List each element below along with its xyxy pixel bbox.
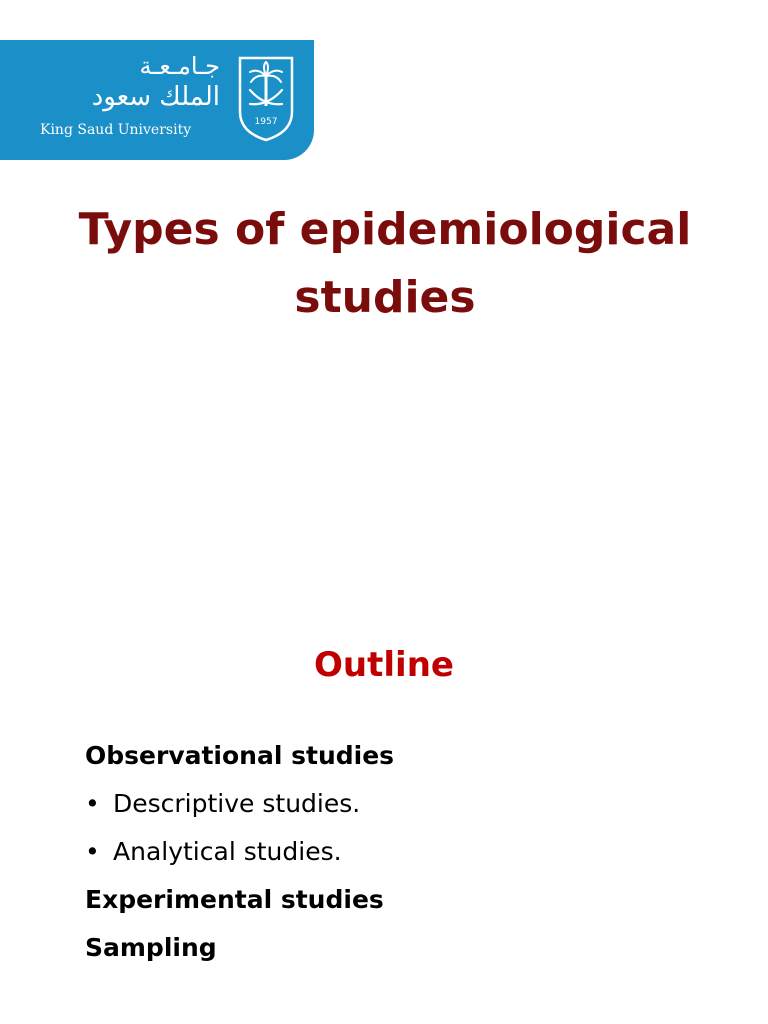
outline-item-experimental-studies <box>85 876 725 924</box>
emblem-year-text: 1957 <box>254 117 278 127</box>
palm-swords-emblem-icon <box>236 54 296 142</box>
outline-item-observational-studies <box>85 732 725 780</box>
outline-item-text: Experimental studies <box>85 885 384 914</box>
bullet-dot-icon: • <box>85 837 100 866</box>
logo-arabic-university-word: جـامـعـة <box>139 52 220 80</box>
slide-title: Types of epidemiological studies <box>78 204 692 323</box>
bullet-dot-icon: • <box>85 789 100 818</box>
outline-heading: Outline <box>314 645 454 685</box>
logo-arabic-king-saud: الملك سعود <box>91 82 220 112</box>
outline-item-sampling <box>85 924 725 972</box>
outline-item-descriptive-studies <box>85 780 725 828</box>
outline-list <box>85 732 725 972</box>
logo-english-name: King Saud University <box>40 122 192 138</box>
outline-item-text: Observational studies <box>85 741 395 770</box>
outline-item-text: Descriptive studies. <box>113 789 361 818</box>
university-logo <box>0 40 314 160</box>
outline-item-text: Analytical studies. <box>113 837 342 866</box>
outline-item-text: Sampling <box>85 933 217 962</box>
outline-item-analytical-studies <box>85 828 725 876</box>
